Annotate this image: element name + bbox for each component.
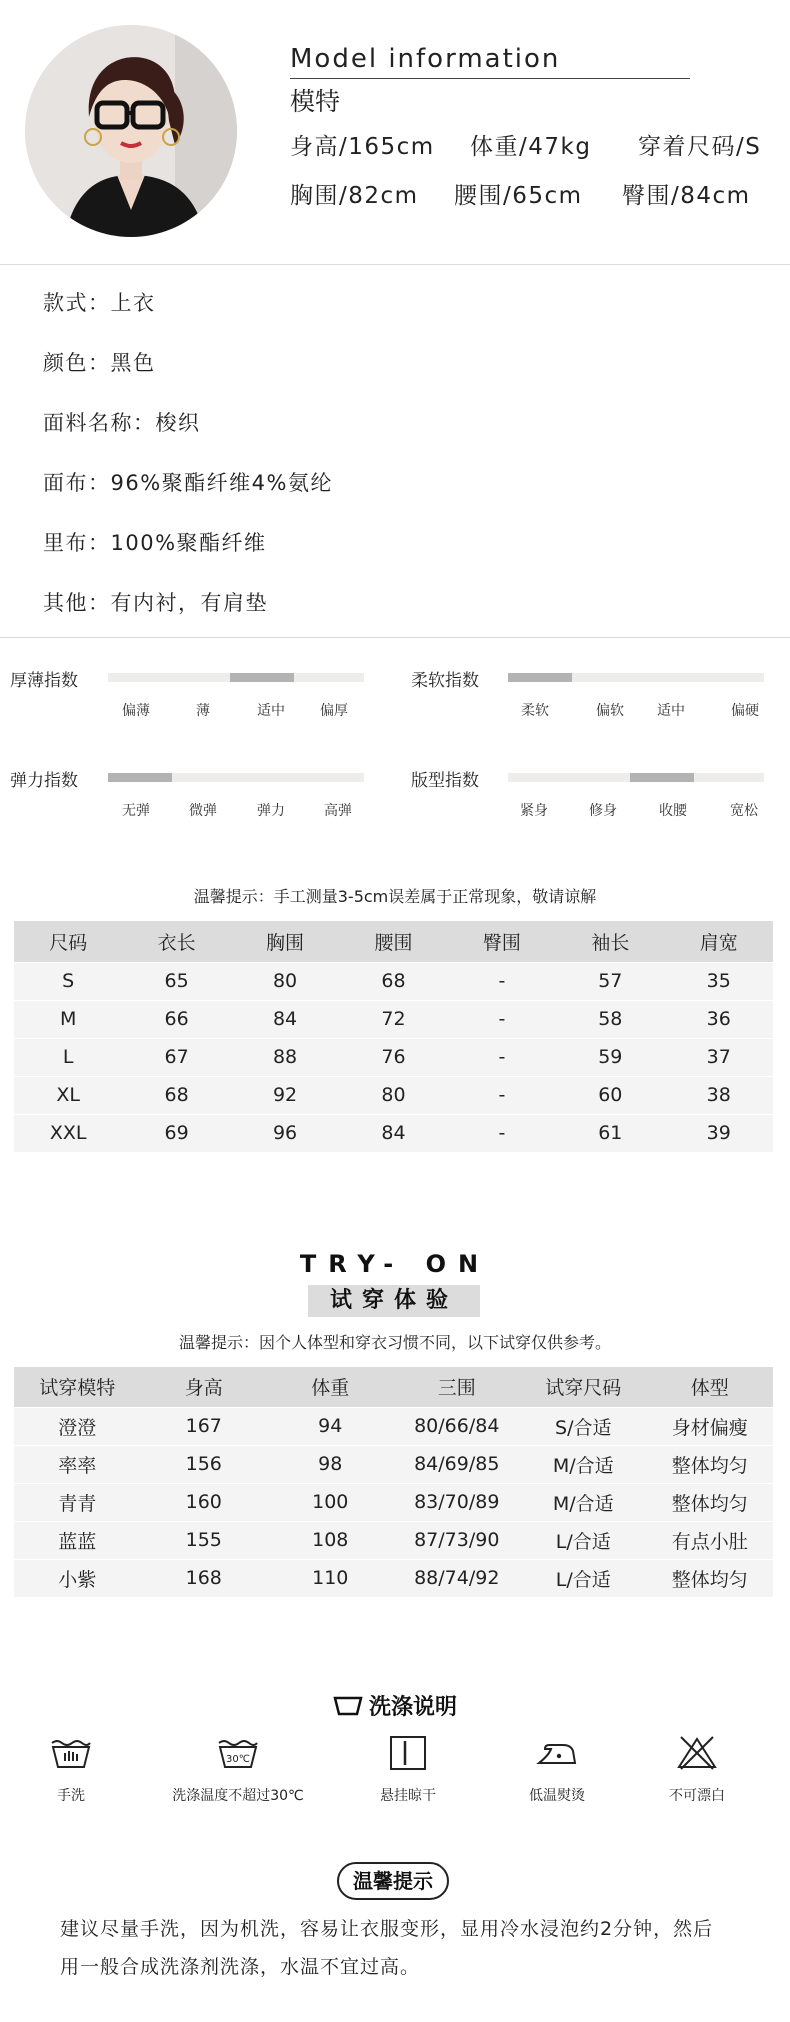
model-hip: 臀围/84cm: [622, 183, 751, 209]
table-row: [14, 1114, 773, 1152]
table-cell: 69: [122, 1114, 230, 1152]
tip-title: 温馨提示: [337, 1862, 449, 1900]
wash-item-hang-dry: [333, 1735, 483, 1805]
table-row: [14, 1038, 773, 1076]
wash-instructions-heading: [0, 1690, 790, 1721]
tryon-table: [14, 1367, 773, 1598]
table-row: [14, 1445, 773, 1483]
fit-index-level: [630, 773, 694, 782]
header-cell: 体重: [267, 1367, 394, 1407]
model-section: [0, 0, 790, 265]
size-note: 温馨提示：手工测量3-5cm误差属于正常现象，敬请谅解: [193, 887, 597, 906]
title-divider: [290, 78, 690, 79]
elasticity-index-title: 弹力指数: [10, 771, 78, 791]
header-cell: 尺码: [14, 921, 122, 962]
table-cell: 身材偏瘦: [647, 1407, 774, 1445]
tryon-title-cn: 试穿体验: [308, 1285, 480, 1317]
table-cell: 59: [556, 1038, 664, 1076]
table-cell: 小紫: [14, 1559, 141, 1597]
table-cell: 青青: [14, 1483, 141, 1521]
table-row: [14, 962, 773, 1000]
table-cell: 整体均匀: [647, 1445, 774, 1483]
elasticity-index-bar: [108, 773, 364, 782]
wash-temperature-text: 30℃: [226, 1754, 250, 1765]
softness-index-bar: [508, 673, 764, 682]
table-cell: 155: [141, 1521, 268, 1559]
tip-line-1: 建议尽量手洗，因为机洗，容易让衣服变形，显用冷水浸泡约2分钟，然后: [60, 1918, 714, 1940]
table-cell: 167: [141, 1407, 268, 1445]
model-info-title: Model information: [290, 44, 561, 74]
spec-fabric-name: 面料名称：梭织: [43, 411, 201, 435]
table-cell: 38: [665, 1076, 773, 1114]
table-cell: 率率: [14, 1445, 141, 1483]
tryon-note: 温馨提示：因个人体型和穿衣习惯不同，以下试穿仅供参考。: [178, 1333, 611, 1352]
table-cell: L/合适: [520, 1521, 647, 1559]
hand-wash-label: 手洗: [57, 1788, 85, 1804]
header-cell: 臀围: [448, 921, 556, 962]
spec-color: 颜色：黑色: [43, 351, 156, 375]
table-cell: 88/74/92: [394, 1559, 521, 1597]
header-cell: 试穿尺码: [520, 1367, 647, 1407]
wash-item-temperature: [163, 1735, 313, 1805]
table-cell: S: [14, 962, 122, 1000]
table-cell: 80/66/84: [394, 1407, 521, 1445]
thickness-label-2: 薄: [196, 703, 210, 719]
wash-temperature-label: 洗涤温度不超过30℃: [172, 1788, 304, 1804]
table-cell: -: [448, 1000, 556, 1038]
size-table: [14, 921, 773, 1153]
table-cell: -: [448, 962, 556, 1000]
table-cell: 蓝蓝: [14, 1521, 141, 1559]
model-portrait-illustration: [25, 25, 237, 237]
thickness-index-title: 厚薄指数: [10, 671, 78, 691]
table-cell: 57: [556, 962, 664, 1000]
tryon-title-en: TRY- ON: [299, 1250, 491, 1278]
table-cell: L: [14, 1038, 122, 1076]
table-cell: -: [448, 1076, 556, 1114]
tryon-table-header: [14, 1367, 773, 1407]
header-cell: 腰围: [339, 921, 447, 962]
table-cell: 87/73/90: [394, 1521, 521, 1559]
fit-label-4: 宽松: [730, 803, 758, 819]
spec-outer-fabric: 面布：96%聚酯纤维4%氨纶: [43, 471, 333, 495]
table-cell: 80: [339, 1076, 447, 1114]
fit-label-1: 紧身: [520, 803, 548, 819]
model-height: 身高/165cm: [290, 134, 435, 160]
table-cell: 88: [231, 1038, 339, 1076]
table-cell: 83/70/89: [394, 1483, 521, 1521]
table-cell: 156: [141, 1445, 268, 1483]
table-cell: 39: [665, 1114, 773, 1152]
table-cell: 92: [231, 1076, 339, 1114]
table-cell: L/合适: [520, 1559, 647, 1597]
softness-label-3: 适中: [657, 703, 685, 719]
table-row: [14, 1000, 773, 1038]
table-cell: 108: [267, 1521, 394, 1559]
table-row: [14, 1559, 773, 1597]
wash-temperature-icon: [216, 1735, 260, 1771]
table-cell: 65: [122, 962, 230, 1000]
table-cell: 35: [665, 962, 773, 1000]
table-cell: -: [448, 1114, 556, 1152]
elasticity-label-4: 高弹: [324, 803, 352, 819]
table-cell: M: [14, 1000, 122, 1038]
spec-lining: 里布：100%聚酯纤维: [43, 531, 267, 555]
table-cell: XL: [14, 1076, 122, 1114]
table-cell: -: [448, 1038, 556, 1076]
header-cell: 胸围: [231, 921, 339, 962]
table-row: [14, 1076, 773, 1114]
table-row: [14, 1407, 773, 1445]
basin-icon: [333, 1695, 363, 1717]
softness-label-4: 偏硬: [731, 703, 759, 719]
model-bust: 胸围/82cm: [290, 183, 419, 209]
softness-label-1: 柔软: [521, 703, 549, 719]
header-cell: 三围: [394, 1367, 521, 1407]
table-cell: 整体均匀: [647, 1483, 774, 1521]
thickness-label-3: 适中: [257, 703, 285, 719]
table-cell: M/合适: [520, 1483, 647, 1521]
hang-dry-label: 悬挂晾干: [380, 1788, 436, 1804]
table-cell: 72: [339, 1000, 447, 1038]
table-cell: 68: [339, 962, 447, 1000]
no-bleach-label: 不可漂白: [669, 1788, 725, 1804]
table-cell: S/合适: [520, 1407, 647, 1445]
header-cell: 衣长: [122, 921, 230, 962]
elasticity-index-level: [108, 773, 172, 782]
tip-text: [60, 1910, 740, 1986]
table-cell: 67: [122, 1038, 230, 1076]
table-cell: 61: [556, 1114, 664, 1152]
table-cell: 84: [339, 1114, 447, 1152]
wash-item-no-bleach: [622, 1735, 772, 1805]
table-cell: 36: [665, 1000, 773, 1038]
model-waist: 腰围/65cm: [454, 183, 583, 209]
table-cell: XXL: [14, 1114, 122, 1152]
table-cell: 58: [556, 1000, 664, 1038]
hand-wash-icon: [49, 1735, 93, 1771]
low-iron-icon: [535, 1735, 579, 1771]
low-iron-label: 低温熨烫: [529, 1788, 585, 1804]
table-cell: 84/69/85: [394, 1445, 521, 1483]
wash-item-hand-wash: [0, 1735, 146, 1805]
table-cell: 160: [141, 1483, 268, 1521]
table-cell: 有点小肚: [647, 1521, 774, 1559]
header-cell: 试穿模特: [14, 1367, 141, 1407]
tip-line-2: 用一般合成洗涤剂洗涤，水温不宜过高。: [60, 1956, 421, 1978]
elasticity-label-3: 弹力: [257, 803, 285, 819]
table-cell: 168: [141, 1559, 268, 1597]
table-cell: 80: [231, 962, 339, 1000]
table-row: [14, 1483, 773, 1521]
header-cell: 体型: [647, 1367, 774, 1407]
size-table-header: [14, 921, 773, 962]
table-cell: 110: [267, 1559, 394, 1597]
model-label: 模特: [290, 87, 341, 116]
thickness-index-level: [230, 673, 294, 682]
table-cell: 整体均匀: [647, 1559, 774, 1597]
wash-title: 洗涤说明: [368, 1695, 457, 1720]
no-bleach-icon: [675, 1735, 719, 1771]
model-size: 穿着尺码/S: [638, 134, 762, 160]
table-cell: 100: [267, 1483, 394, 1521]
fit-label-3: 收腰: [659, 803, 687, 819]
product-specs: [0, 265, 790, 638]
softness-label-2: 偏软: [596, 703, 624, 719]
table-cell: 68: [122, 1076, 230, 1114]
table-cell: 澄澄: [14, 1407, 141, 1445]
elasticity-label-2: 微弹: [189, 803, 217, 819]
header-cell: 袖长: [556, 921, 664, 962]
table-cell: 98: [267, 1445, 394, 1483]
wash-item-low-iron: [482, 1735, 632, 1805]
spec-other: 其他：有内衬，有肩垫: [43, 591, 268, 615]
header-cell: 肩宽: [665, 921, 773, 962]
table-cell: 84: [231, 1000, 339, 1038]
table-cell: 94: [267, 1407, 394, 1445]
table-cell: 60: [556, 1076, 664, 1114]
thickness-label-1: 偏薄: [122, 703, 150, 719]
header-cell: 身高: [141, 1367, 268, 1407]
table-cell: 96: [231, 1114, 339, 1152]
table-cell: 66: [122, 1000, 230, 1038]
table-cell: M/合适: [520, 1445, 647, 1483]
model-photo: [25, 25, 237, 237]
fit-label-2: 修身: [589, 803, 617, 819]
table-cell: 76: [339, 1038, 447, 1076]
table-row: [14, 1521, 773, 1559]
spec-style: 款式：上衣: [43, 291, 156, 315]
softness-index-level: [508, 673, 572, 682]
table-cell: 37: [665, 1038, 773, 1076]
fit-index-bar: [508, 773, 764, 782]
softness-index-title: 柔软指数: [411, 671, 479, 691]
elasticity-label-1: 无弹: [122, 803, 150, 819]
model-weight: 体重/47kg: [470, 134, 592, 160]
thickness-label-4: 偏厚: [320, 703, 348, 719]
thickness-index-bar: [108, 673, 364, 682]
hang-dry-icon: [386, 1735, 430, 1771]
fit-index-title: 版型指数: [411, 771, 479, 791]
